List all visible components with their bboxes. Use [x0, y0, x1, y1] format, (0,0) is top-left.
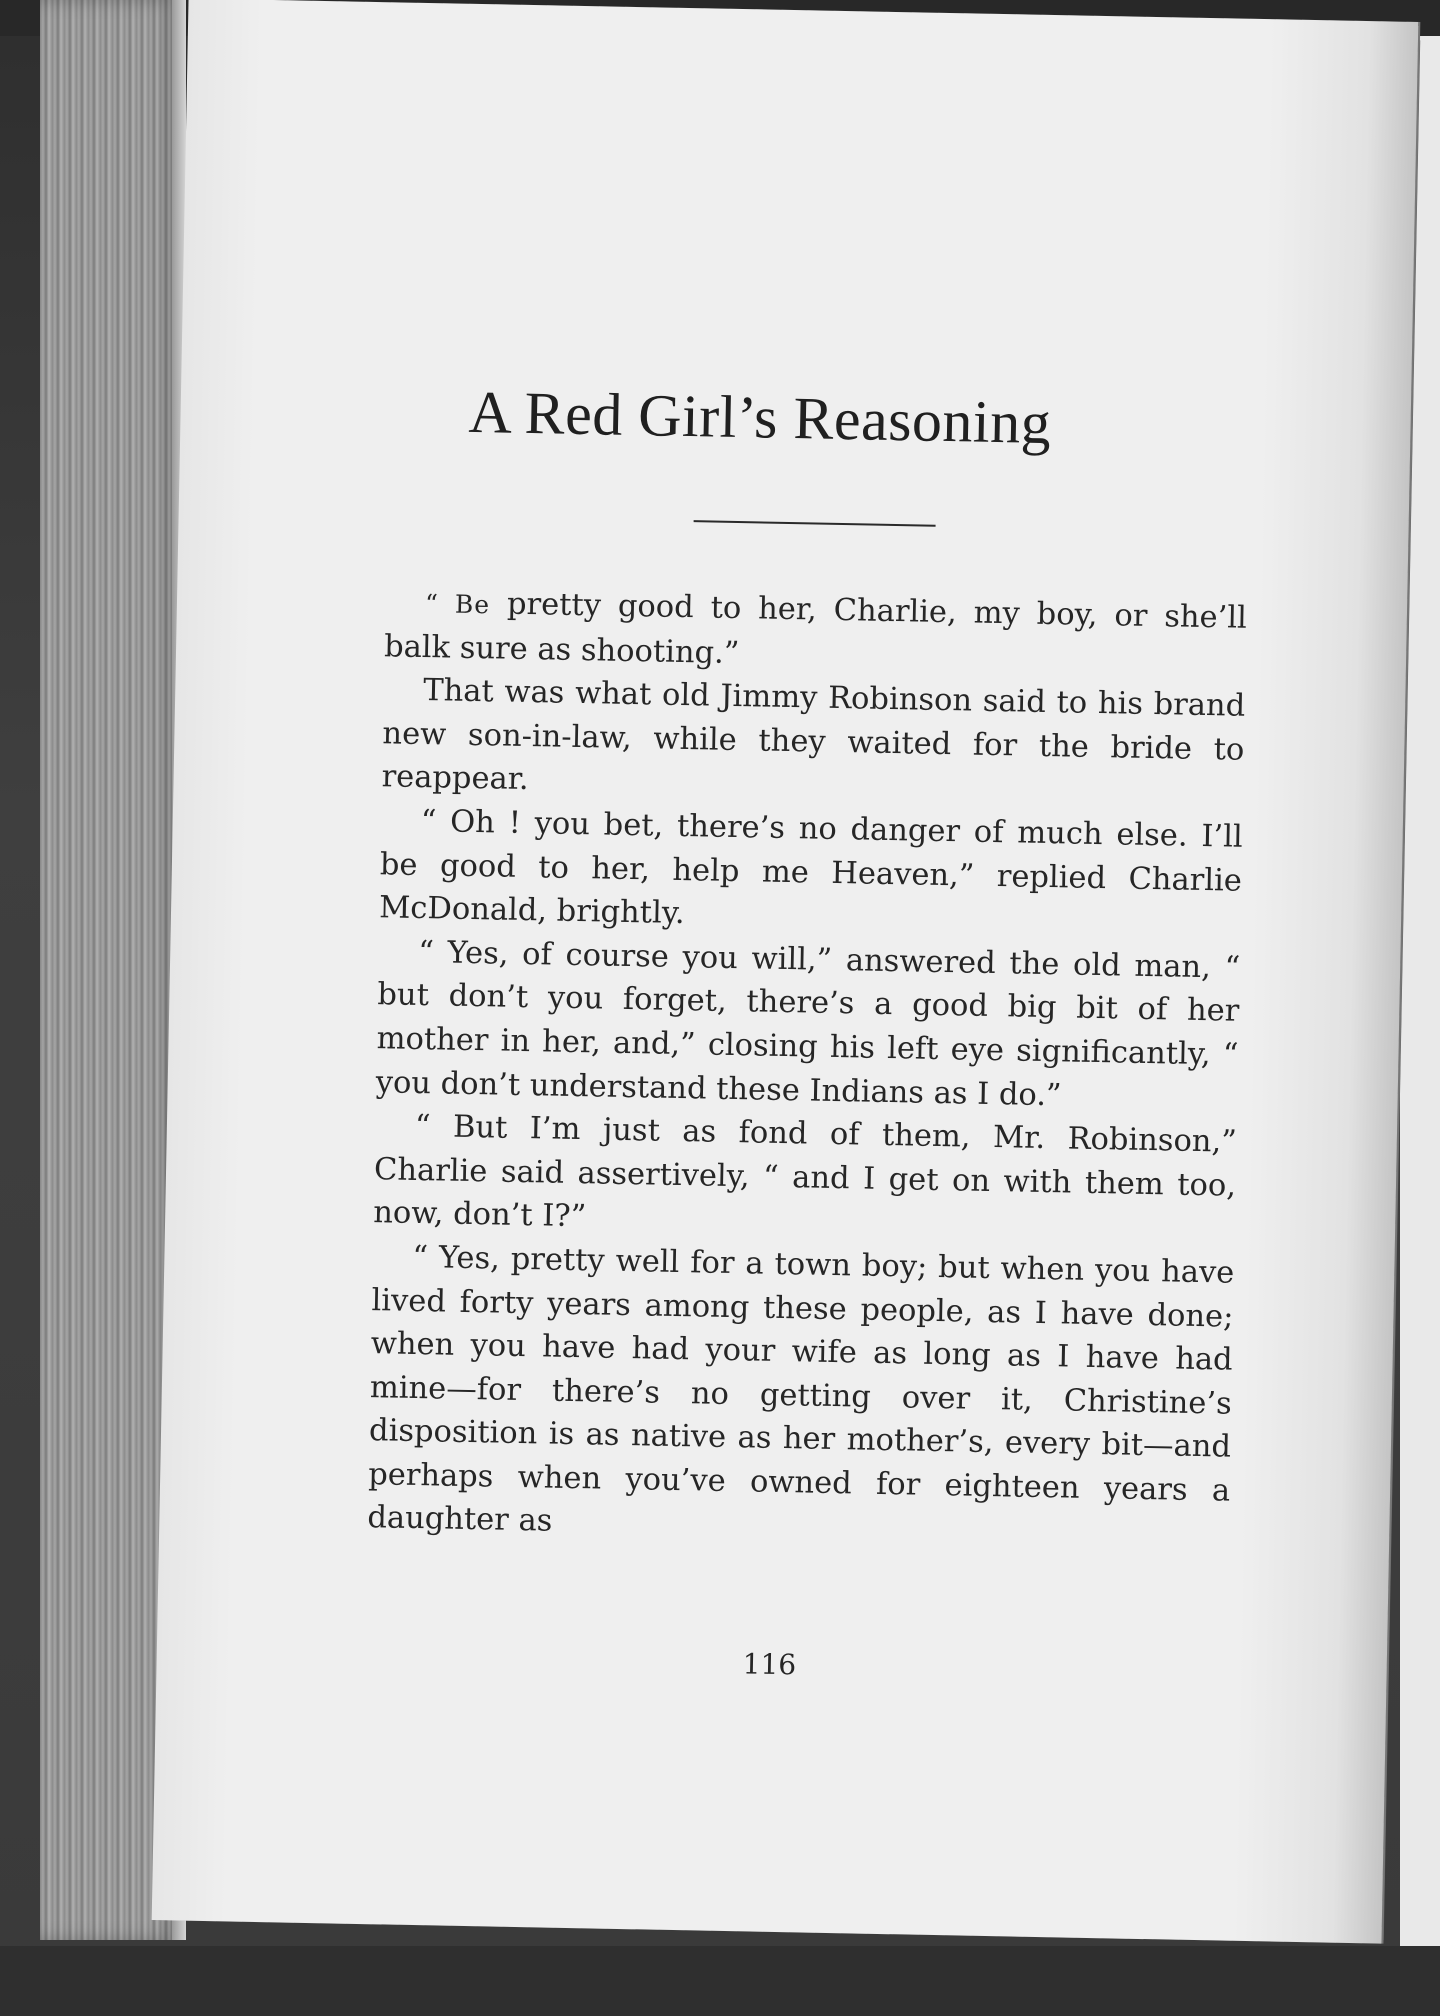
- paragraph-text: pretty good to her, Charlie, my boy, or she’ll balk sure as shooting.”: [383, 586, 1248, 671]
- drop-word: “ Be: [424, 589, 491, 620]
- title-rule: [694, 520, 936, 527]
- paragraph: “ Yes, pretty well for a town boy; but when you have lived forty years among these people, as I have done; when you have had your wife as long as I have had mine—for there’s no getting over it, Christine’s disposition is as native as her mother’s, every bit—and perhaps when you’ve owned for eighteen years a daughter as: [367, 1239, 1235, 1540]
- page-number: 116: [742, 1647, 797, 1682]
- paragraph: “ Oh ! you bet, there’s no danger of much else. I’ll be good to her, help me Heaven,” replied Charlie McDonald, brightly.: [378, 803, 1243, 932]
- page-content: [152, 0, 1419, 1944]
- book-page: [152, 0, 1419, 1944]
- chapter-title: A Red Girl’s Reasoning: [468, 378, 1052, 457]
- paragraph: “ But I’m just as fond of them, Mr. Robinson,” Charlie said assertively, “ and I get on with them too, now, don’t I?”: [372, 1109, 1238, 1235]
- paragraph: [384, 580, 1248, 685]
- scanner-bottom-edge: [0, 1946, 1440, 2016]
- paragraph: That was what old Jimmy Robinson said to his brand new son-in-law, while they waited for the bride to reappear.: [381, 673, 1246, 798]
- paragraph: “ Yes, of course you will,” answered the old man, “ but don’t you forget, there’s a good big bit of her mother in her, and,” closing his left eye significantly, “ you don’t understand these Indians as I do.”: [375, 934, 1241, 1113]
- body-text: [367, 580, 1247, 1556]
